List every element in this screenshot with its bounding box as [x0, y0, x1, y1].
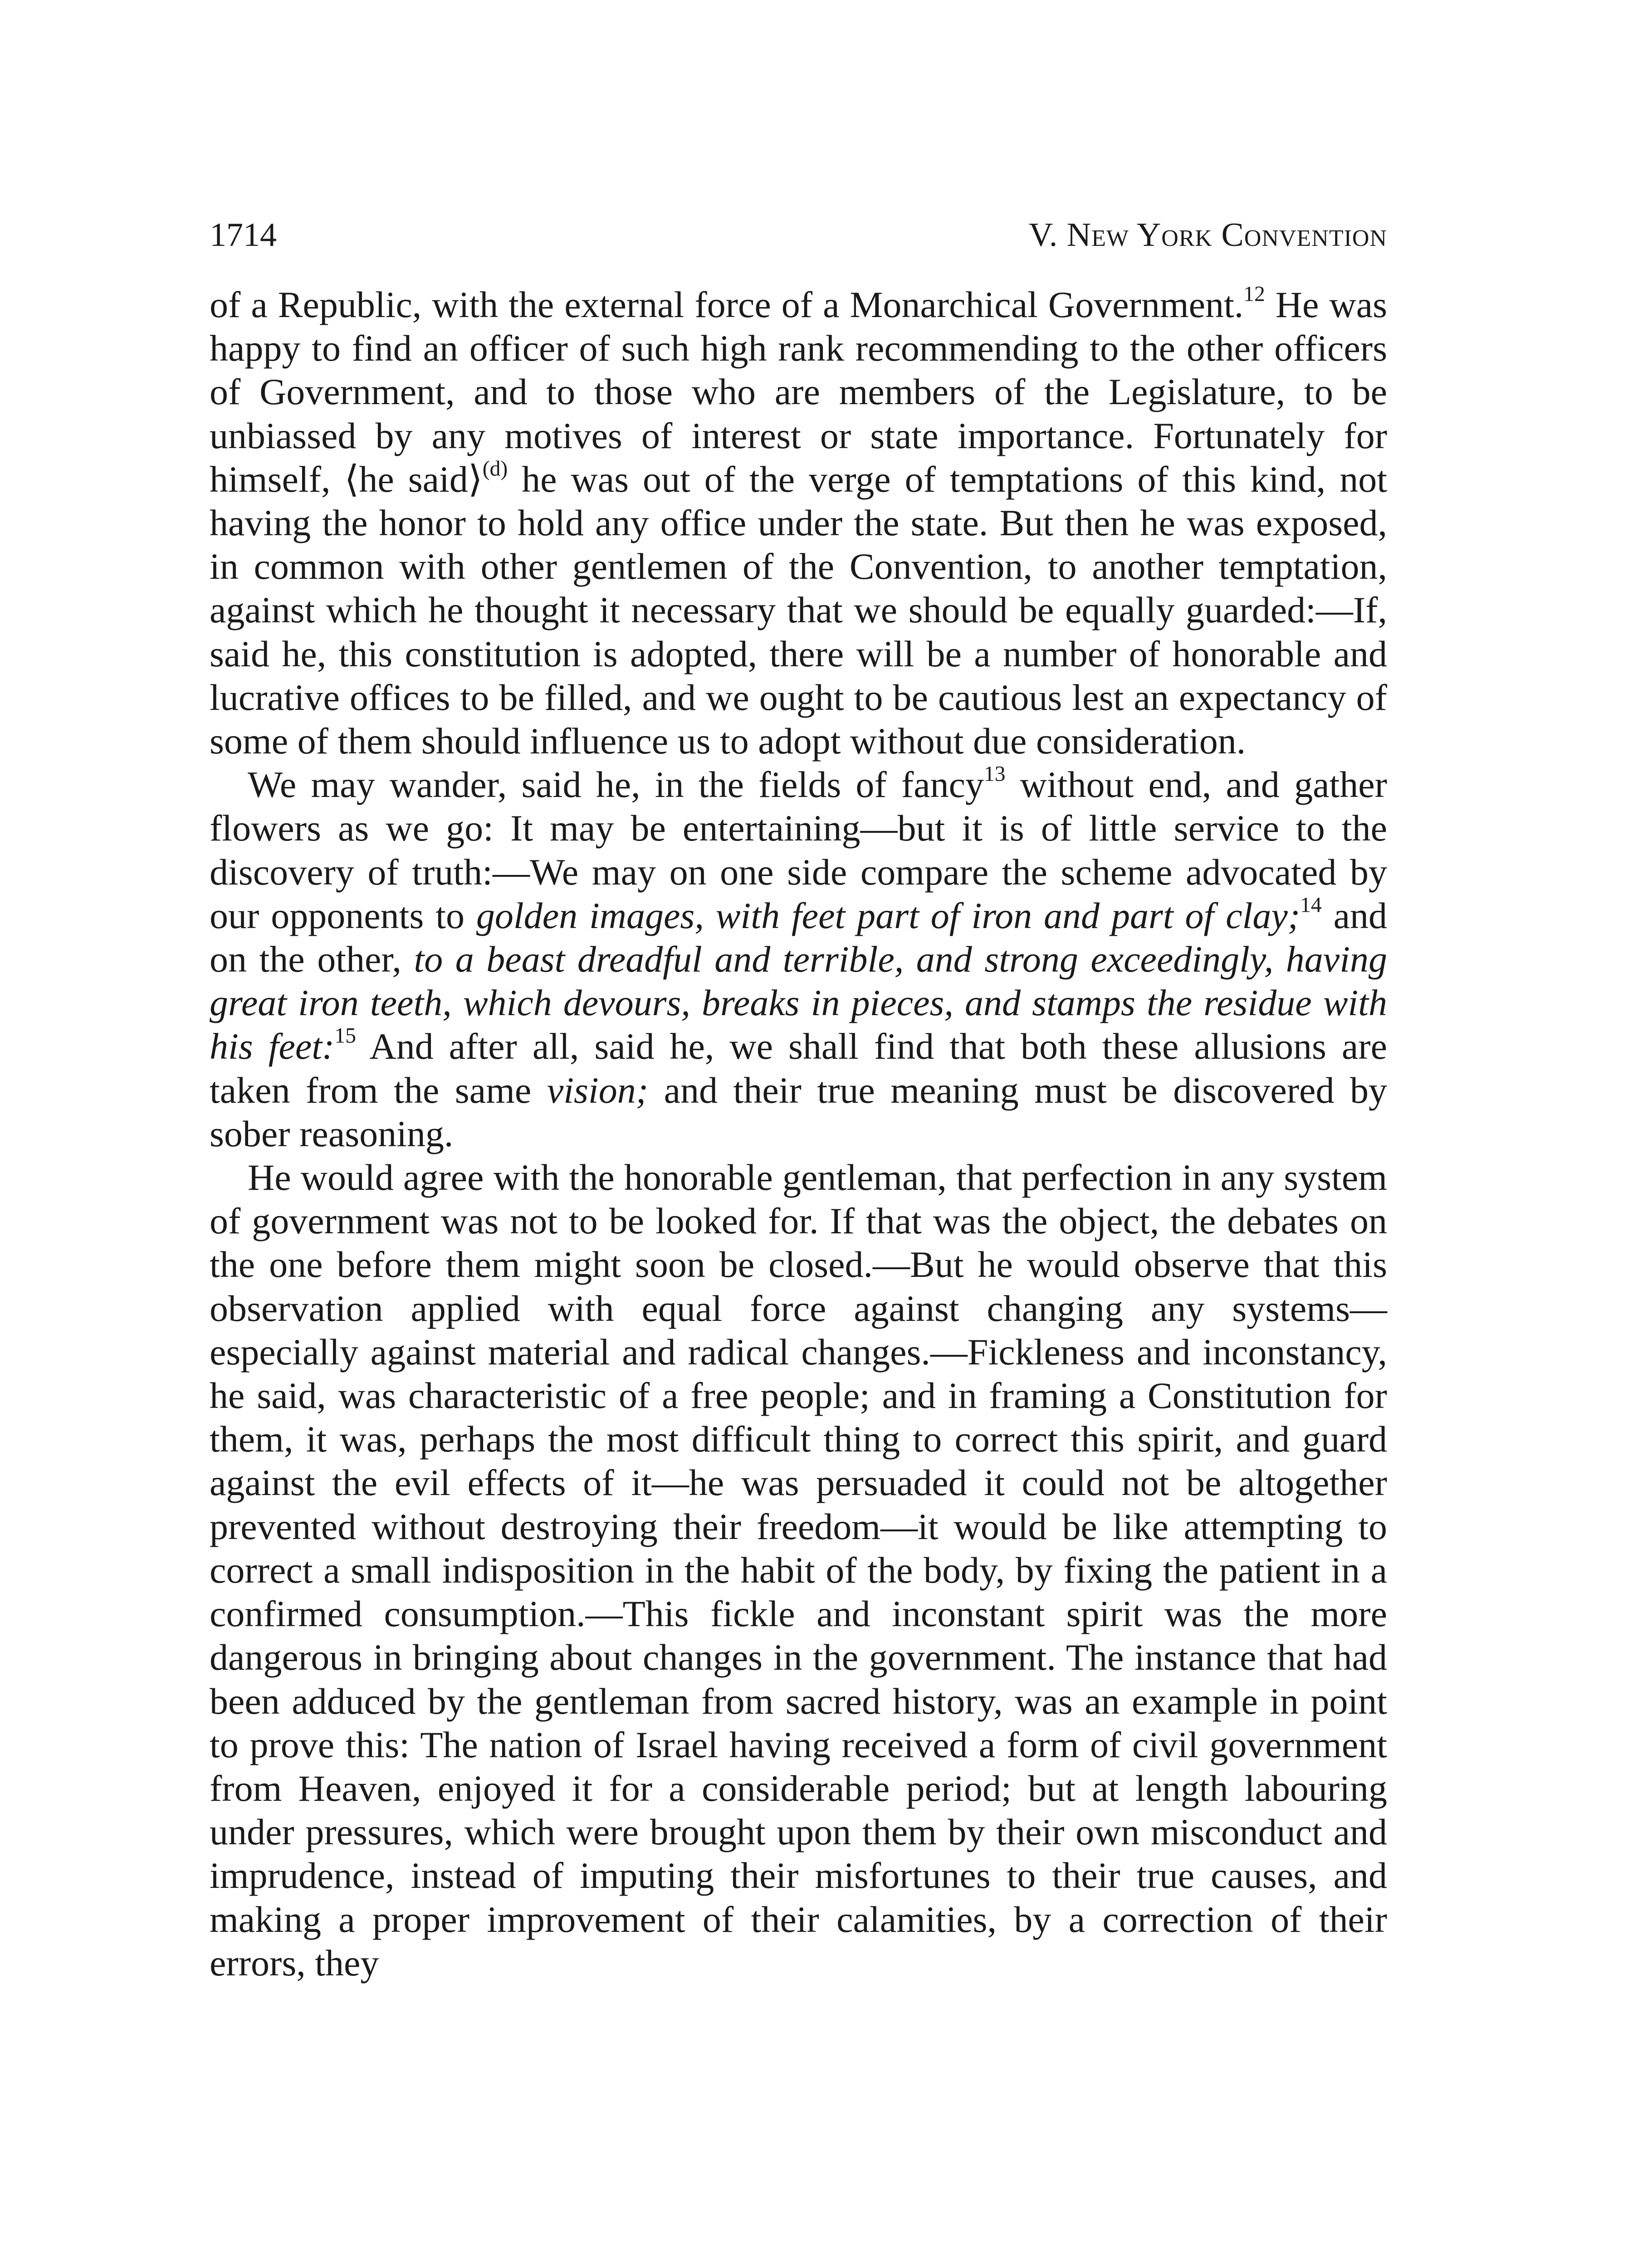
page-header: [210, 213, 1387, 257]
italic-quote: golden images, with feet part of iron and part of clay;: [476, 894, 1301, 936]
text-segment: He was happy to find an officer of such high rank recommending to the other officers of Government, and to those who are members of the Legislature, to be unbiassed by any motives of interest or state importance. Fortunately for himself, ⟨he said⟩: [210, 284, 1387, 500]
footnote-ref-13[interactable]: 13: [984, 762, 1006, 786]
paragraph-2: [210, 763, 1387, 1156]
text-segment: he was out of the verge of temptations of this kind, not having the honor to hold any office under the state. But then he was exposed, in common with other gentlemen of the Convention, to another temptation, against which he thought it necessary that we should be equally guarded:—If, said he, this constitution is adopted, there will be a number of honorable and lucrative offices to be filled, and we ought to be cautious lest an expectancy of some of them should influence us to adopt without due consideration.: [210, 458, 1387, 762]
running-head: V. New York Convention: [1028, 216, 1387, 254]
text-segment: without end, and gather flowers as we go: It may be entertaining—but it is of little service to the discovery of truth:—We may on one side compare the scheme advocated by our opponents to: [210, 764, 1387, 936]
italic-word: vision;: [547, 1069, 649, 1111]
footnote-ref-d[interactable]: (d): [482, 457, 508, 481]
italic-quote: to a beast dreadful and terrible, and strong exceedingly, having great iron teeth, which devours, breaks in pieces, and stamps the residue with his feet:: [210, 938, 1387, 1067]
text-segment: We may wander, said he, in the fields of fancy: [248, 764, 984, 806]
paragraph-1: [210, 283, 1387, 763]
text-segment: And after all, said he, we shall find that both these allusions are taken from the same: [210, 1026, 1387, 1111]
text-segment: and on the other,: [210, 894, 1387, 980]
body-text: [210, 283, 1387, 1985]
document-page: [210, 213, 1387, 1985]
page-number: 1714: [210, 216, 277, 254]
paragraph-3: He would agree with the honorable gentleman, that perfection in any system of government was not to be looked for. If that was the object, the debates on the one before them might soon be closed.—But he would observe that this observation applied with equal force against changing any systems—especially against material and radical changes.—Fickleness and inconstancy, he said, was characteristic of a free people; and in framing a Constitution for them, it was, perhaps the most difficult thing to correct this spirit, and guard against the evil effects of it—he was persuaded it could not be altogether prevented without destroying their freedom—it would be like attempting to correct a small indisposition in the habit of the body, by fixing the patient in a confirmed consumption.—This fickle and inconstant spirit was the more dangerous in bringing about changes in the government. The instance that had been adduced by the gentleman from sacred history, was an example in point to prove this: The nation of Israel having received a form of civil government from Heaven, enjoyed it for a considerable period; but at length labouring under pressures, which were brought upon them by their own misconduct and imprudence, instead of imputing their misfortunes to their true causes, and making a proper improvement of their calamities, by a correction of their errors, they: [210, 1157, 1387, 1984]
text-segment: of a Republic, with the external force of a Monarchical Government.: [210, 284, 1244, 325]
footnote-ref-14[interactable]: 14: [1300, 893, 1322, 917]
footnote-ref-12[interactable]: 12: [1243, 282, 1265, 306]
text-segment: and their true meaning must be discovered by sober reasoning.: [210, 1069, 1387, 1154]
footnote-ref-15[interactable]: 15: [334, 1024, 356, 1048]
